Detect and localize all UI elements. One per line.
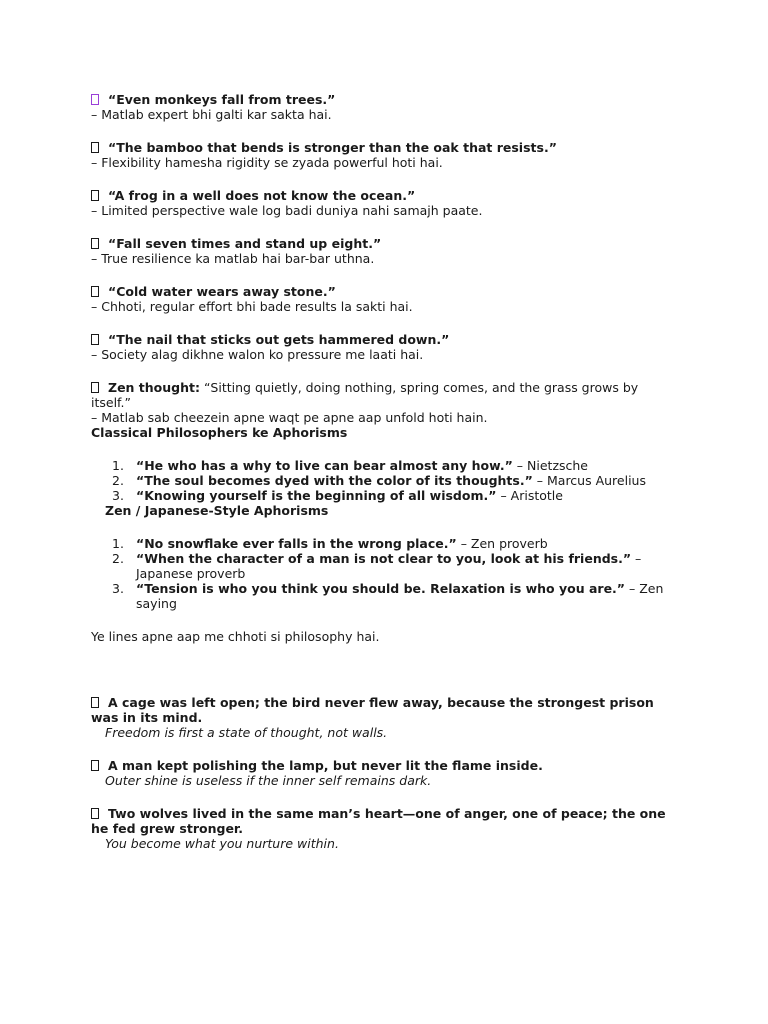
zen-thought-meaning: – Matlab sab cheezein apne waqt pe apne aap unfold hoti hain. — [91, 410, 488, 425]
proverb-item — [91, 284, 671, 314]
proverb-meaning: – Flexibility hamesha rigidity se zyada powerful hoti hai. — [91, 155, 443, 170]
proverb-item — [91, 188, 671, 218]
emoji-placeholder-icon — [91, 808, 99, 819]
story-moral: You become what you nurture within. — [105, 836, 339, 851]
proverb-meaning: – True resilience ka matlab hai bar-bar uthna. — [91, 251, 375, 266]
story-text: Two wolves lived in the same man’s heart—one of anger, one of peace; the one he fed grew stronger. — [91, 806, 666, 836]
emoji-placeholder-icon — [91, 286, 99, 297]
proverb-quote: “A frog in a well does not know the ocean.” — [108, 188, 416, 203]
classical-heading: Classical Philosophers ke Aphorisms — [91, 425, 348, 440]
story-moral: Outer shine is useless if the inner self remains dark. — [105, 773, 432, 788]
proverb-quote: “Fall seven times and stand up eight.” — [108, 236, 382, 251]
list-item: 3. “Tension is who you think you should be. Relaxation is who you are.” – Zen saying — [112, 581, 664, 611]
emoji-placeholder-icon — [91, 238, 99, 249]
proverb-meaning: – Matlab expert bhi galti kar sakta hai. — [91, 107, 332, 122]
proverb-item — [91, 140, 671, 170]
emoji-placeholder-icon — [91, 94, 99, 105]
story-item — [91, 758, 671, 788]
story-text: A cage was left open; the bird never flew away, because the strongest prison was in its mind. — [91, 695, 654, 725]
list-item: 3. “Knowing yourself is the beginning of all wisdom.” – Aristotle — [112, 488, 563, 503]
proverb-quote: “The bamboo that bends is stronger than the oak that resists.” — [108, 140, 557, 155]
story-text: A man kept polishing the lamp, but never lit the flame inside. — [108, 758, 543, 773]
list-item: 2. “The soul becomes dyed with the color of its thoughts.” – Marcus Aurelius — [112, 473, 646, 488]
emoji-placeholder-icon — [91, 760, 99, 771]
document-body — [91, 92, 671, 851]
zen-thought — [91, 380, 671, 425]
emoji-placeholder-icon — [91, 697, 99, 708]
list-item: 1. “No snowflake ever falls in the wrong place.” – Zen proverb — [112, 536, 548, 551]
list-item: 1. “He who has a why to live can bear almost any how.” – Nietzsche — [112, 458, 588, 473]
proverb-item — [91, 236, 671, 266]
emoji-placeholder-icon — [91, 190, 99, 201]
zen-thought-label: Zen thought: — [108, 380, 200, 395]
zen-japanese-list — [91, 536, 671, 611]
zen-thought-quote: “Sitting quietly, doing nothing, spring comes, and the grass grows by itself.” — [91, 380, 639, 410]
proverb-quote: “The nail that sticks out gets hammered down.” — [108, 332, 450, 347]
proverb-quote: “Cold water wears away stone.” — [108, 284, 336, 299]
emoji-placeholder-icon — [91, 382, 99, 393]
proverb-meaning: – Society alag dikhne walon ko pressure me laati hai. — [91, 347, 424, 362]
list-item: 2. “When the character of a man is not clear to you, look at his friends.” – Japanese proverb — [112, 551, 642, 581]
story-moral: Freedom is first a state of thought, not walls. — [105, 725, 388, 740]
classical-list — [91, 458, 671, 503]
emoji-placeholder-icon — [91, 142, 99, 153]
proverb-meaning: – Limited perspective wale log badi duniya nahi samajh paate. — [91, 203, 483, 218]
proverb-item — [91, 332, 671, 362]
closing-line: Ye lines apne aap me chhoti si philosophy hai. — [91, 629, 380, 644]
proverb-meaning: – Chhoti, regular effort bhi bade results la sakti hai. — [91, 299, 413, 314]
emoji-placeholder-icon — [91, 334, 99, 345]
story-item — [91, 806, 671, 851]
zen-japanese-heading: Zen / Japanese-Style Aphorisms — [105, 503, 329, 518]
proverb-item — [91, 92, 671, 122]
story-item — [91, 695, 671, 740]
proverb-quote: “Even monkeys fall from trees.” — [108, 92, 336, 107]
